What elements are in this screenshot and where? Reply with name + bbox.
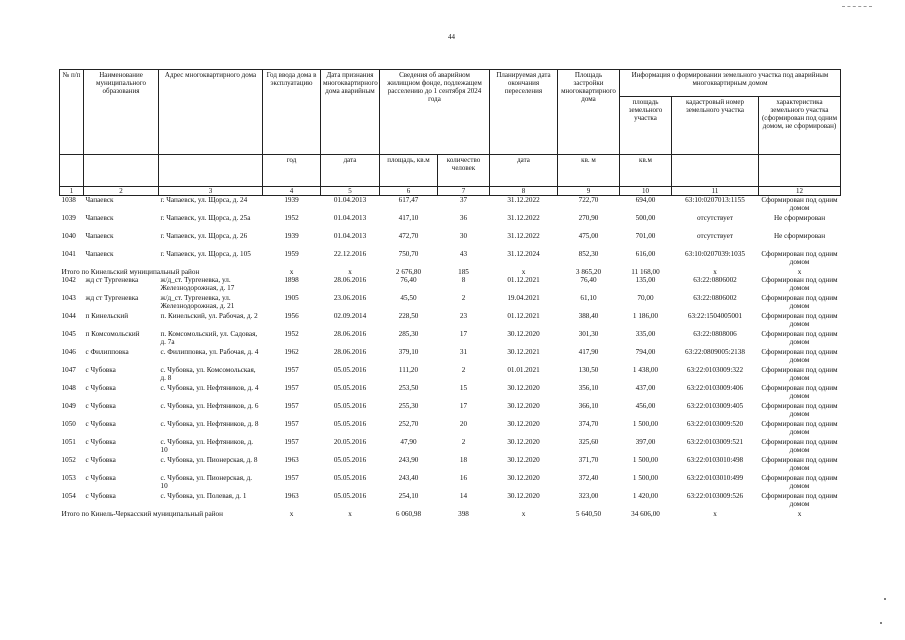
cell-development-area: 388,40 xyxy=(578,312,599,320)
cell-plan-date: 01.12.2021 xyxy=(507,276,540,284)
cell-address: с. Филипповка, ул. Рабочая, д. 4 xyxy=(160,348,259,356)
header-cadastral: кадастровый номер земельного участка xyxy=(672,97,759,155)
cell-municipality: жд ст Тургеневка xyxy=(85,294,139,302)
cell-development-area: 356,10 xyxy=(578,384,599,392)
scan-speck xyxy=(884,598,886,600)
cell-municipality: п Кинельский xyxy=(85,312,129,320)
cell-address: с. Чубовка, ул. Нефтяников, д. 10 xyxy=(160,438,254,454)
cell-land-character: Сформирован под одним домом xyxy=(761,366,838,382)
header-sub-date: дата xyxy=(321,155,380,187)
cell-land-area: 1 500,00 xyxy=(632,456,659,464)
header-land-character: характеристика земельного участка (сформирован под одним домом, не сформирован) xyxy=(759,97,841,155)
cell-development-area: 5 640,50 xyxy=(575,510,602,518)
cell-land-area: 500,00 xyxy=(635,214,656,222)
cell-cadastral: x xyxy=(713,510,717,518)
cell-year: 1956 xyxy=(284,312,299,320)
cell-address: г. Чапаевск, ул. Щорса, д. 26 xyxy=(160,232,248,240)
cell-cadastral: 63:22:0809005:2138 xyxy=(685,348,745,356)
cell-people: 185 xyxy=(458,268,469,276)
cell-people: 15 xyxy=(459,384,468,392)
cell-plan-date: 31.12.2022 xyxy=(507,214,540,222)
column-number-row xyxy=(60,187,841,196)
total-label: Итого по Кинельский муниципальный район xyxy=(61,268,200,276)
cell-area: 379,10 xyxy=(398,348,419,356)
cell-address: ж/д_ст. Тургеневка, ул. Железнодорожная, д. 21 xyxy=(160,294,235,310)
cell-year: 1952 xyxy=(284,214,299,222)
cell-municipality: жд ст Тургеневка xyxy=(85,276,139,284)
cell-num: 1051 xyxy=(61,438,76,446)
cell-people: 36 xyxy=(459,214,468,222)
header-sub-empty xyxy=(84,155,159,187)
cell-address: с. Чубовка, ул. Комсомольская, д. 8 xyxy=(160,366,256,382)
cell-date: x xyxy=(348,510,352,518)
cell-date: 28.06.2016 xyxy=(333,276,367,284)
emergency-housing-table xyxy=(59,69,841,518)
cell-year: x xyxy=(289,510,294,518)
cell-cadastral: 63:22:0808006 xyxy=(693,330,737,338)
table-row xyxy=(60,196,841,215)
cell-land-character: Сформирован под одним домом xyxy=(761,456,838,472)
header-sub-land-sqm: кв.м xyxy=(620,155,672,187)
table-row xyxy=(60,384,841,402)
header-sub-area: площадь, кв.м xyxy=(380,155,438,187)
cell-plan-date: 30.12.2020 xyxy=(507,402,540,410)
cell-cadastral: 63:22:0103009:405 xyxy=(686,402,744,410)
column-number: 10 xyxy=(620,187,672,196)
cell-year: x xyxy=(289,268,294,276)
column-number: 12 xyxy=(759,187,841,196)
cell-plan-date: 30.12.2020 xyxy=(507,384,540,392)
cell-land-area: 135,00 xyxy=(635,276,656,284)
table-row xyxy=(60,214,841,232)
column-number: 6 xyxy=(380,187,438,196)
cell-date: 01.04.2013 xyxy=(333,214,367,222)
cell-land-character: Не сформирован xyxy=(773,232,826,240)
cell-area: 285,30 xyxy=(398,330,419,338)
cell-development-area: 130,50 xyxy=(578,366,599,374)
table-row xyxy=(60,348,841,366)
header-sub-empty xyxy=(672,155,759,187)
cell-date: x xyxy=(348,268,352,276)
cell-development-area: 61,10 xyxy=(580,294,597,302)
header-address: Адрес многоквартирного дома xyxy=(159,70,263,155)
cell-land-character: Сформирован под одним домом xyxy=(761,250,838,266)
cell-land-area: 1 500,00 xyxy=(632,474,659,482)
header-sub-year: год xyxy=(263,155,321,187)
cell-year: 1957 xyxy=(284,384,299,392)
cell-plan-date: 30.12.2020 xyxy=(507,492,540,500)
header-num: № п/п xyxy=(60,70,84,155)
column-number: 3 xyxy=(159,187,263,196)
header-planned-date: Планируемая дата окончания переселения xyxy=(490,70,558,155)
cell-num: 1054 xyxy=(61,492,76,500)
cell-num: 1038 xyxy=(61,196,76,204)
total-row xyxy=(60,268,841,276)
cell-land-area: 456,00 xyxy=(635,402,656,410)
cell-development-area: 323,00 xyxy=(578,492,599,500)
cell-plan-date: 31.12.2024 xyxy=(507,250,540,258)
cell-num: 1050 xyxy=(61,420,76,428)
table-row xyxy=(60,250,841,268)
table-row xyxy=(60,474,841,492)
cell-land-area: 1 186,00 xyxy=(632,312,659,320)
cell-year: 1962 xyxy=(284,348,299,356)
cell-cadastral: 63:22:1504005001 xyxy=(687,312,743,320)
cell-people: 2 xyxy=(461,366,466,374)
column-number: 4 xyxy=(263,187,321,196)
cell-development-area: 3 865,20 xyxy=(575,268,602,276)
scan-speck xyxy=(880,622,882,624)
cell-area: 253,50 xyxy=(398,384,419,392)
table-row xyxy=(60,232,841,250)
cell-area: 254,10 xyxy=(398,492,419,500)
cell-people: 30 xyxy=(459,232,468,240)
column-number: 7 xyxy=(438,187,490,196)
cell-land-area: 335,00 xyxy=(635,330,656,338)
cell-land-character: Сформирован под одним домом xyxy=(761,438,838,454)
cell-year: 1898 xyxy=(284,276,299,284)
header-sub-empty xyxy=(759,155,841,187)
cell-land-area: 794,00 xyxy=(635,348,656,356)
cell-num: 1039 xyxy=(61,214,76,222)
cell-year: 1905 xyxy=(284,294,299,302)
cell-municipality: с Чубовка xyxy=(85,384,116,392)
cell-area: 2 676,80 xyxy=(395,268,422,276)
cell-land-area: 701,00 xyxy=(635,232,656,240)
cell-area: 472,70 xyxy=(398,232,419,240)
cell-municipality: с Чубовка xyxy=(85,474,116,482)
cell-land-area: 1 500,00 xyxy=(632,420,659,428)
cell-land-character: Сформирован под одним домом xyxy=(761,330,838,346)
cell-date: 05.05.2016 xyxy=(333,420,367,428)
cell-num: 1047 xyxy=(61,366,76,374)
cell-cadastral: 63:22:0103009:520 xyxy=(686,420,744,428)
cell-land-area: 1 420,00 xyxy=(632,492,659,500)
cell-land-character: Сформирован под одним домом xyxy=(761,474,838,490)
cell-plan-date: 01.01.2021 xyxy=(507,366,540,374)
cell-development-area: 325,60 xyxy=(578,438,599,446)
cell-plan-date: 31.12.2022 xyxy=(507,196,540,204)
cell-address: г. Чапаевск, ул. Щорса, д. 24 xyxy=(160,196,248,204)
column-number: 2 xyxy=(84,187,159,196)
cell-year: 1939 xyxy=(284,232,299,240)
cell-cadastral: x xyxy=(713,268,717,276)
cell-municipality: с Чубовка xyxy=(85,402,116,410)
cell-people: 37 xyxy=(459,196,468,204)
cell-date: 28.06.2016 xyxy=(333,330,367,338)
cell-development-area: 417,90 xyxy=(578,348,599,356)
cell-people: 43 xyxy=(459,250,468,258)
total-label: Итого по Кинель-Черкасский муниципальный район xyxy=(61,510,223,518)
header-year: Год ввода дома в эксплуатацию xyxy=(263,70,321,155)
cell-date: 28.06.2016 xyxy=(333,348,367,356)
cell-num: 1041 xyxy=(61,250,76,258)
cell-area: 617,47 xyxy=(398,196,419,204)
cell-plan-date: x xyxy=(521,268,526,276)
cell-people: 17 xyxy=(459,402,468,410)
column-number: 9 xyxy=(558,187,620,196)
cell-land-area: 694,00 xyxy=(635,196,656,204)
cell-cadastral: 63:22:0806002 xyxy=(693,276,737,284)
cell-date: 05.05.2016 xyxy=(333,366,367,374)
page-number: 44 xyxy=(448,33,455,41)
cell-land-character: x xyxy=(797,510,802,518)
cell-year: 1959 xyxy=(284,250,299,258)
header-date-recognized: Дата признания многоквартирного дома аварийным xyxy=(321,70,380,155)
cell-cadastral: 63:22:0103009:322 xyxy=(686,366,744,374)
cell-address: с. Чубовка, ул. Нефтяников, д. 6 xyxy=(160,402,259,410)
cell-area: 45,50 xyxy=(400,294,417,302)
cell-people: 8 xyxy=(461,276,466,284)
cell-land-character: Не сформирован xyxy=(773,214,826,222)
cell-date: 05.05.2016 xyxy=(333,402,367,410)
cell-municipality: с Чубовка xyxy=(85,456,116,464)
cell-land-character: Сформирован под одним домом xyxy=(761,384,838,400)
cell-land-character: Сформирован под одним домом xyxy=(761,276,838,292)
cell-development-area: 270,90 xyxy=(578,214,599,222)
cell-municipality: Чапаевск xyxy=(85,250,114,258)
table-row xyxy=(60,330,841,348)
cell-development-area: 475,00 xyxy=(578,232,599,240)
cell-development-area: 301,30 xyxy=(578,330,599,338)
cell-people: 2 xyxy=(461,438,466,446)
header-land-area: площадь земельного участка xyxy=(620,97,672,155)
cell-people: 31 xyxy=(459,348,468,356)
cell-area: 252,70 xyxy=(398,420,419,428)
cell-num: 1046 xyxy=(61,348,76,356)
cell-date: 05.05.2016 xyxy=(333,474,367,482)
cell-plan-date: 30.12.2020 xyxy=(507,438,540,446)
cell-address: г. Чапаевск, ул. Щорса, д. 105 xyxy=(160,250,251,258)
cell-people: 17 xyxy=(459,330,468,338)
cell-address: с. Чубовка, ул. Пионерская, д. 10 xyxy=(160,474,253,490)
table-row xyxy=(60,492,841,510)
cell-plan-date: 30.12.2020 xyxy=(507,474,540,482)
table-row xyxy=(60,420,841,438)
cell-area: 243,90 xyxy=(398,456,419,464)
cell-cadastral: отсутствует xyxy=(697,214,733,222)
header-sub-empty xyxy=(159,155,263,187)
cell-municipality: с Чубовка xyxy=(85,438,116,446)
scan-mark xyxy=(842,6,872,7)
cell-area: 255,30 xyxy=(398,402,419,410)
cell-plan-date: 30.12.2021 xyxy=(507,348,540,356)
cell-address: п. Кинельский, ул. Рабочая, д. 2 xyxy=(160,312,258,320)
cell-land-area: 70,00 xyxy=(637,294,654,302)
cell-development-area: 722,70 xyxy=(578,196,599,204)
cell-date: 05.05.2016 xyxy=(333,384,367,392)
cell-area: 243,40 xyxy=(398,474,419,482)
cell-municipality: Чапаевск xyxy=(85,232,114,240)
cell-development-area: 366,10 xyxy=(578,402,599,410)
cell-year: 1957 xyxy=(284,474,299,482)
cell-num: 1048 xyxy=(61,384,76,392)
cell-plan-date: 31.12.2022 xyxy=(507,232,540,240)
cell-municipality: Чапаевск xyxy=(85,214,114,222)
cell-municipality: с Чубовка xyxy=(85,492,116,500)
cell-year: 1963 xyxy=(284,492,299,500)
cell-num: 1042 xyxy=(61,276,76,284)
cell-development-area: 76,40 xyxy=(580,276,597,284)
cell-num: 1052 xyxy=(61,456,76,464)
table-row xyxy=(60,366,841,384)
cell-year: 1952 xyxy=(284,330,299,338)
cell-people: 20 xyxy=(459,420,468,428)
cell-cadastral: 63:22:0103009:521 xyxy=(686,438,744,446)
cell-address: г. Чапаевск, ул. Щорса, д. 25а xyxy=(160,214,251,222)
cell-plan-date: 30.12.2020 xyxy=(507,456,540,464)
cell-land-character: Сформирован под одним домом xyxy=(761,348,838,364)
column-number: 11 xyxy=(672,187,759,196)
cell-land-character: x xyxy=(797,268,802,276)
cell-cadastral: 63:22:0103009:406 xyxy=(686,384,744,392)
table-row xyxy=(60,312,841,330)
cell-plan-date: 30.12.2020 xyxy=(507,420,540,428)
header-sub-empty xyxy=(60,155,84,187)
cell-land-character: Сформирован под одним домом xyxy=(761,492,838,508)
cell-year: 1963 xyxy=(284,456,299,464)
cell-num: 1053 xyxy=(61,474,76,482)
cell-year: 1957 xyxy=(284,366,299,374)
cell-municipality: с Чубовка xyxy=(85,420,116,428)
cell-cadastral: отсутствует xyxy=(697,232,733,240)
cell-date: 01.04.2013 xyxy=(333,196,367,204)
table-row xyxy=(60,438,841,456)
cell-municipality: п Комсомольский xyxy=(85,330,140,338)
cell-land-character: Сформирован под одним домом xyxy=(761,196,838,212)
table-row xyxy=(60,294,841,312)
table-header xyxy=(60,70,841,196)
cell-date: 05.05.2016 xyxy=(333,492,367,500)
cell-area: 76,40 xyxy=(400,276,417,284)
cell-municipality: Чапаевск xyxy=(85,196,114,204)
cell-land-area: 34 606,00 xyxy=(631,510,660,518)
cell-date: 23.06.2016 xyxy=(333,294,367,302)
cell-development-area: 374,70 xyxy=(578,420,599,428)
cell-num: 1043 xyxy=(61,294,76,302)
cell-development-area: 852,30 xyxy=(578,250,599,258)
column-number: 1 xyxy=(60,187,84,196)
cell-date: 02.09.2014 xyxy=(333,312,367,320)
cell-people: 23 xyxy=(459,312,468,320)
column-number: 5 xyxy=(321,187,380,196)
cell-municipality: с Филипповка xyxy=(85,348,129,356)
cell-development-area: 372,40 xyxy=(578,474,599,482)
cell-land-area: 1 438,00 xyxy=(632,366,659,374)
cell-plan-date: 01.12.2021 xyxy=(507,312,540,320)
cell-num: 1049 xyxy=(61,402,76,410)
header-land-info: Информация о формировании земельного участка под аварийным многоквартирным домом xyxy=(620,70,841,97)
cell-municipality: с Чубовка xyxy=(85,366,116,374)
cell-address: с. Чубовка, ул. Нефтяников, д. 8 xyxy=(160,420,259,428)
header-sub-plan-date: дата xyxy=(490,155,558,187)
cell-land-area: 437,00 xyxy=(635,384,656,392)
cell-people: 16 xyxy=(459,474,468,482)
header-sub-sqm: кв. м xyxy=(558,155,620,187)
cell-area: 750,70 xyxy=(398,250,419,258)
cell-land-area: 397,00 xyxy=(635,438,656,446)
table-row xyxy=(60,456,841,474)
cell-people: 18 xyxy=(459,456,468,464)
header-fund-info: Сведения об аварийном жилищном фонде, подлежащем расселению до 1 сентября 2024 года xyxy=(380,70,490,155)
total-row xyxy=(60,510,841,518)
cell-land-character: Сформирован под одним домом xyxy=(761,402,838,418)
cell-land-area: 616,00 xyxy=(635,250,656,258)
cell-area: 111,20 xyxy=(398,366,419,374)
cell-people: 398 xyxy=(458,510,469,518)
cell-date: 01.04.2013 xyxy=(333,232,367,240)
cell-num: 1044 xyxy=(61,312,76,320)
column-number: 8 xyxy=(490,187,558,196)
cell-land-character: Сформирован под одним домом xyxy=(761,420,838,436)
cell-development-area: 371,70 xyxy=(578,456,599,464)
cell-num: 1045 xyxy=(61,330,76,338)
cell-date: 05.05.2016 xyxy=(333,456,367,464)
cell-date: 22.12.2016 xyxy=(333,250,367,258)
table-row xyxy=(60,402,841,420)
cell-plan-date: 19.04.2021 xyxy=(507,294,540,302)
header-municipality: Наименование муниципального образования xyxy=(84,70,159,155)
cell-address: с. Чубовка, ул. Полевая, д. 1 xyxy=(160,492,247,500)
cell-area: 228,50 xyxy=(398,312,419,320)
header-sub-people: количество человек xyxy=(438,155,490,187)
cell-year: 1957 xyxy=(284,402,299,410)
cell-cadastral: 63:10:0207039:1035 xyxy=(685,250,745,258)
cell-area: 47,90 xyxy=(400,438,417,446)
cell-cadastral: 63:22:0103010:498 xyxy=(686,456,744,464)
cell-cadastral: 63:22:0103009:526 xyxy=(686,492,744,500)
cell-address: с. Чубовка, ул. Пионерская, д. 8 xyxy=(160,456,258,464)
cell-land-character: Сформирован под одним домом xyxy=(761,312,838,328)
table-body xyxy=(60,196,841,519)
cell-people: 14 xyxy=(459,492,468,500)
cell-address: с. Чубовка, ул. Нефтяников, д. 4 xyxy=(160,384,259,392)
cell-date: 20.05.2016 xyxy=(333,438,367,446)
cell-address: ж/д_ст. Тургеневка, ул. Железнодорожная, д. 17 xyxy=(160,276,235,292)
cell-plan-date: x xyxy=(521,510,526,518)
cell-area: 6 060,98 xyxy=(395,510,422,518)
cell-num: 1040 xyxy=(61,232,76,240)
cell-cadastral: 63:22:0806002 xyxy=(693,294,737,302)
cell-area: 417,10 xyxy=(398,214,419,222)
cell-cadastral: 63:10:0207013:1155 xyxy=(685,196,745,204)
cell-plan-date: 30.12.2020 xyxy=(507,330,540,338)
cell-year: 1957 xyxy=(284,438,299,446)
cell-people: 2 xyxy=(461,294,466,302)
table-row xyxy=(60,276,841,294)
cell-address: п. Комсомольский, ул. Садовая, д. 7а xyxy=(160,330,258,346)
header-development-area: Площадь застройки многоквартирного дома xyxy=(558,70,620,155)
cell-cadastral: 63:22:0103010:499 xyxy=(686,474,744,482)
cell-year: 1957 xyxy=(284,420,299,428)
cell-year: 1939 xyxy=(284,196,299,204)
cell-land-character: Сформирован под одним домом xyxy=(761,294,838,310)
cell-land-area: 11 168,00 xyxy=(631,268,660,276)
